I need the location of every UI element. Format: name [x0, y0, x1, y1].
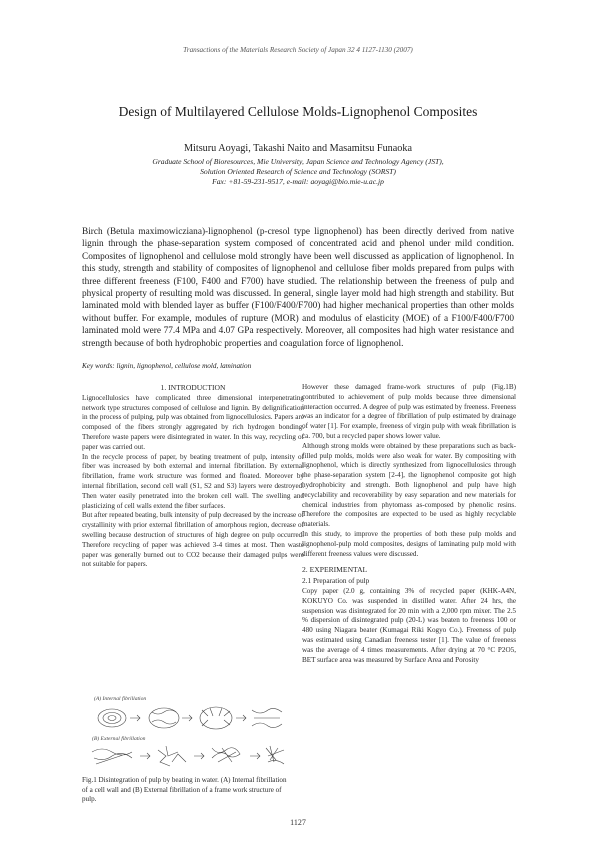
- section-heading-introduction: 1. INTRODUCTION: [160, 383, 226, 392]
- right-column: [302, 383, 516, 665]
- cell-wall-drawing: [98, 707, 282, 729]
- body-paragraph: Copy paper (2.0 g, containing 3% of recycled paper (KHK-A4N, KOKUYO Co. was suspended in distilled water. After 24 hrs, the suspension was disintegrated for 20 min with a 2,000 rpm mixer. The 2.5 % dispersion of disintegrated pulp (20-L) was beaten to freeness 100 or 480 using Niagara beater (Kumagai Riki Kogyo Co.). Freeness of pulp was estimated using Canadian freeness tester [1]. The value of freeness was the average of 4 times measurements. After drying at 70 °C P2O5, BET surface area was measured by Surface Area and Porosity: [302, 586, 516, 664]
- body-paragraph: But after repeated beating, bulk intensity of pulp decreased by the increase of crystallinity with prior external fibrillation of amorphous region, decrease of swelling because destruction of structures of high degree on pulp occurred. Therefore recycling of paper was achieved 3-4 times at most. Then waste paper was generally burned out to CO2 because their damaged pulps were not suitable for papers.: [82, 511, 304, 569]
- figure-panel-label-a: (A) Internal fibrillation: [94, 696, 147, 702]
- section-heading-experimental: 2. EXPERIMENTAL: [302, 565, 368, 575]
- body-paragraph: Although strong molds were obtained by these preparations such as back-filled pulp molds, molds were also weak for water. By compositing with lignophenol, which is directly synthesized from lignocellulosics through the phase-separation system [2-4], the lignophenol composite got high hydrophobicity and strength. Both lignophenol and pulp have high recyclability and recoverability by easy separation and new materials for chemical industries from phytomass as-composed by phenolic resins. Therefore the composites are expected to be used as highly recyclable materials.: [302, 441, 516, 529]
- keywords: Key words: lignin, lignophenol, cellulose mold, lamination: [82, 362, 252, 370]
- paper-title: Design of Multilayered Cellulose Molds-Lignophenol Composites: [118, 104, 478, 119]
- affiliation-line: Solution Oriented Research of Science and Technology (SORST): [200, 167, 396, 176]
- abstract: Birch (Betula maximowicziana)-lignophenol (p-cresol type lignophenol) has been directly derived from native lignin through the phase-separation system composed of concentrated acid and phenol under mild condition. Composites of lignophenol and cellulose mold strongly have been well discussed as application of lignophenol. In this study, strength and stability of composites of lignophenol and cellulose fiber molds prepared from pulps with three different freeness (F100, F400 and F700) have studied. The relationship between the freeness of pulp and physical property of resulting mold was discussed. In general, single layer mold had high strength and stability. But laminated mold with blended layer as buffer (F100/F400/F700) had higher mechanical properties than other molds without buffer. For example, modules of rupture (MOR) and modulus of elasticity (MOE) of a F100/F400/F700 laminated mold were 77.4 MPa and 4.07 GPa respectively. Moreover, all composites had high water resistance and strength because of both hydrophobic properties and coagulation force of lignophenol.: [82, 227, 514, 349]
- author-list: Mitsuru Aoyagi, Takashi Naito and Masamitsu Funaoka: [183, 143, 412, 154]
- affiliation-line: Graduate School of Bioresources, Mie University, Japan Science and Technology Agency (JST),: [152, 157, 444, 166]
- frame-work-drawing: [92, 746, 284, 766]
- body-paragraph: Lignocellulosics have complicated three dimensional interpenetrating network type structures composed of cellulose and lignin. By delignification in the process of pulping, pulp was obtained from lignocellulosics. Papers are composed of the fibers strongly aggregated by rich hydrogen bonding. Therefore waste papers were disintegrated in water. In this way, recycling of paper was carried out.: [82, 393, 304, 451]
- fibrillation-diagram: [82, 696, 296, 774]
- page-number: 1127: [290, 818, 306, 827]
- figure-1: [82, 696, 296, 774]
- body-paragraph: In this study, to improve the properties of both these pulp molds and lignophenol-pulp mold composites, designs of laminating pulp mold with different freeness values were discussed.: [302, 529, 516, 558]
- figure-1-caption: Fig.1 Disintegration of pulp by beating in water. (A) Internal fibrillation of a cell wall and (B) External fibrillation of a frame work structure of pulp.: [82, 776, 287, 804]
- affiliation-block: [0, 157, 596, 187]
- journal-citation: Transactions of the Materials Research Society of Japan 32 4 1127-1130 (2007): [183, 46, 413, 54]
- body-paragraph: In the recycle process of paper, by beating treatment of pulp, intensity of fiber was increased by both external and internal fibrillation. By external fibrillation, frame work structure was formed and floated. Moreover by internal fibrillation, second cell wall (S1, S2 and S3) layers were destroyed. Then water easily penetrated into the broken cell wall. The swelling and plasticizing of cell walls extend the fiber surfaces.: [82, 452, 304, 510]
- left-column: [82, 383, 304, 570]
- contact-line: Fax: +81-59-231-9517, e-mail: aoyagi@bio.mie-u.ac.jp: [212, 177, 384, 186]
- figure-panel-label-b: (B) External fibrillation: [92, 736, 146, 742]
- subsection-heading: 2.1 Preparation of pulp: [302, 576, 370, 586]
- body-paragraph: However these damaged frame-work structures of pulp (Fig.1B) contributed to achievement of pulp molds because three dimensional interaction occurred. A degree of pulp was estimated by freeness. Freeness was an indicator for a degree of fibrillation of pulp estimated by drainage of water [1]. For example, freeness of virgin pulp with weak fibrillation is ca. 700, but a recycled paper shows lower value.: [302, 383, 516, 440]
